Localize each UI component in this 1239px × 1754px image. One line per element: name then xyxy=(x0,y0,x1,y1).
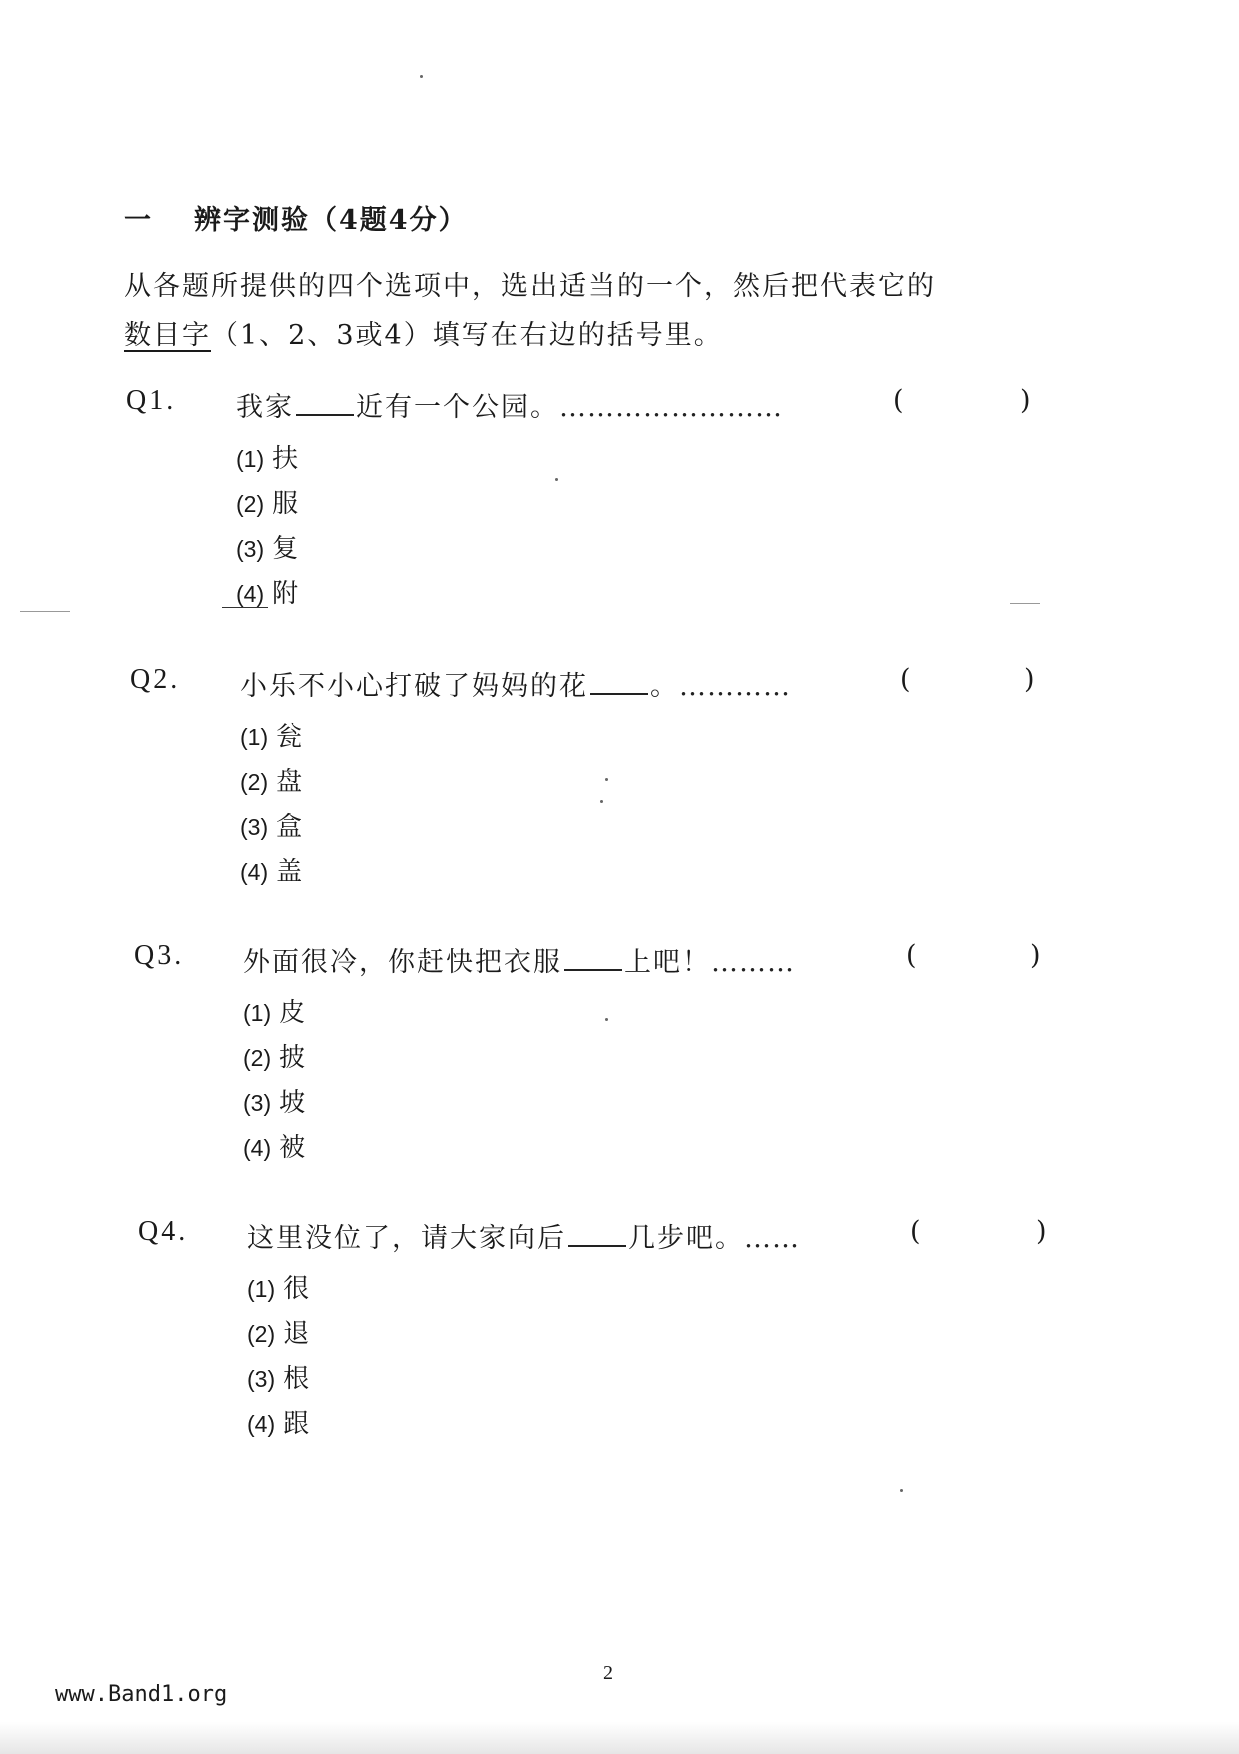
instruction-rest: （1、2、3或4）填写在右边的括号里。 xyxy=(211,320,723,351)
question-text-after: 上吧！ xyxy=(624,947,711,978)
question-text xyxy=(247,1216,800,1255)
question-text-after: 近有一个公园。 xyxy=(356,392,559,423)
option-4 xyxy=(243,1127,305,1164)
question-text-before: 外面很冷，你赶快把衣服 xyxy=(243,947,562,978)
scan-speck xyxy=(600,800,603,803)
question-text xyxy=(240,664,791,703)
question-text xyxy=(243,940,795,979)
scan-speck xyxy=(555,478,558,481)
leader-dots: …………………… xyxy=(559,392,783,423)
option-text: 复 xyxy=(272,534,299,564)
option-2 xyxy=(247,1313,309,1350)
option-3 xyxy=(247,1358,309,1395)
answer-blank xyxy=(590,669,648,695)
question-text-before: 小乐不小心打破了妈妈的花 xyxy=(240,671,588,702)
leader-dots: …… xyxy=(744,1223,800,1254)
option-1 xyxy=(243,992,305,1029)
option-text: 跟 xyxy=(283,1409,310,1439)
option-number: (4) xyxy=(236,581,265,607)
scan-mark xyxy=(222,607,268,608)
option-3 xyxy=(236,528,298,565)
question-1 xyxy=(0,385,1239,425)
question-3 xyxy=(0,940,1239,980)
scan-bottom-edge xyxy=(0,1722,1239,1754)
option-1 xyxy=(240,716,302,753)
question-2 xyxy=(0,664,1239,704)
section-title: 辨字测验（4题4分） xyxy=(194,205,468,236)
scan-speck xyxy=(420,75,423,78)
option-number: (1) xyxy=(243,1000,272,1026)
answer-paren-open: ( xyxy=(906,940,919,971)
option-text: 盒 xyxy=(276,812,303,842)
question-text-before: 这里没位了，请大家向后 xyxy=(247,1223,566,1254)
option-text: 扶 xyxy=(272,444,299,474)
question-text-after: 。 xyxy=(650,671,679,702)
option-number: (3) xyxy=(247,1366,276,1392)
option-number: (1) xyxy=(247,1276,276,1302)
option-number: (4) xyxy=(240,859,269,885)
question-number: Q3. xyxy=(134,940,185,971)
option-1 xyxy=(247,1268,309,1305)
answer-paren-close: ) xyxy=(1036,1216,1049,1247)
option-number: (2) xyxy=(247,1321,276,1347)
instruction-line-1: 从各题所提供的四个选项中，选出适当的一个，然后把代表它的 xyxy=(124,271,936,302)
option-number: (3) xyxy=(240,814,269,840)
option-text: 服 xyxy=(272,489,299,519)
answer-blank xyxy=(564,945,622,971)
question-number: Q4. xyxy=(138,1216,189,1247)
option-number: (3) xyxy=(243,1090,272,1116)
option-text: 盘 xyxy=(276,767,303,797)
question-number: Q2. xyxy=(130,664,181,695)
option-2 xyxy=(243,1037,305,1074)
leader-dots: ……… xyxy=(711,947,795,978)
option-text: 瓮 xyxy=(276,722,303,752)
option-2 xyxy=(236,483,298,520)
answer-paren-open: ( xyxy=(910,1216,923,1247)
question-number: Q1. xyxy=(126,385,177,416)
question-text-before: 我家 xyxy=(236,392,294,423)
instruction-underlined: 数目字 xyxy=(124,320,211,351)
section-number: 一 xyxy=(124,205,153,236)
option-number: (3) xyxy=(236,536,265,562)
scan-speck xyxy=(900,1489,903,1492)
option-3 xyxy=(243,1082,305,1119)
option-1 xyxy=(236,438,298,475)
answer-paren-close: ) xyxy=(1020,385,1033,416)
option-text: 被 xyxy=(279,1133,306,1163)
page-number: 2 xyxy=(603,1662,613,1684)
watermark: www.Band1.org xyxy=(55,1682,228,1707)
answer-blank xyxy=(296,390,354,416)
option-text: 皮 xyxy=(279,998,306,1028)
question-text-after: 几步吧。 xyxy=(628,1223,744,1254)
option-text: 很 xyxy=(283,1274,310,1304)
option-text: 退 xyxy=(283,1319,310,1349)
option-4 xyxy=(240,851,302,888)
option-number: (4) xyxy=(243,1135,272,1161)
option-number: (2) xyxy=(236,491,265,517)
option-number: (1) xyxy=(236,446,265,472)
option-2 xyxy=(240,761,302,798)
answer-blank xyxy=(568,1221,626,1247)
option-4 xyxy=(247,1403,309,1440)
answer-paren-close: ) xyxy=(1030,940,1043,971)
option-number: (2) xyxy=(243,1045,272,1071)
scan-speck xyxy=(605,778,608,781)
option-number: (1) xyxy=(240,724,269,750)
option-text: 披 xyxy=(279,1043,306,1073)
section-heading xyxy=(124,198,468,237)
option-number: (2) xyxy=(240,769,269,795)
scan-mark xyxy=(20,611,70,612)
scan-speck xyxy=(605,1018,608,1021)
instruction-line-2 xyxy=(124,313,723,352)
answer-paren-open: ( xyxy=(893,385,906,416)
option-3 xyxy=(240,806,302,843)
option-text: 盖 xyxy=(276,857,303,887)
answer-paren-open: ( xyxy=(900,664,913,695)
option-text: 坡 xyxy=(279,1088,306,1118)
option-text: 附 xyxy=(272,579,299,609)
option-number: (4) xyxy=(247,1411,276,1437)
question-text xyxy=(236,385,783,424)
answer-paren-close: ) xyxy=(1024,664,1037,695)
leader-dots: ………… xyxy=(679,671,791,702)
question-4 xyxy=(0,1216,1239,1256)
scan-mark xyxy=(1010,603,1040,604)
option-4 xyxy=(236,573,298,610)
option-text: 根 xyxy=(283,1364,310,1394)
